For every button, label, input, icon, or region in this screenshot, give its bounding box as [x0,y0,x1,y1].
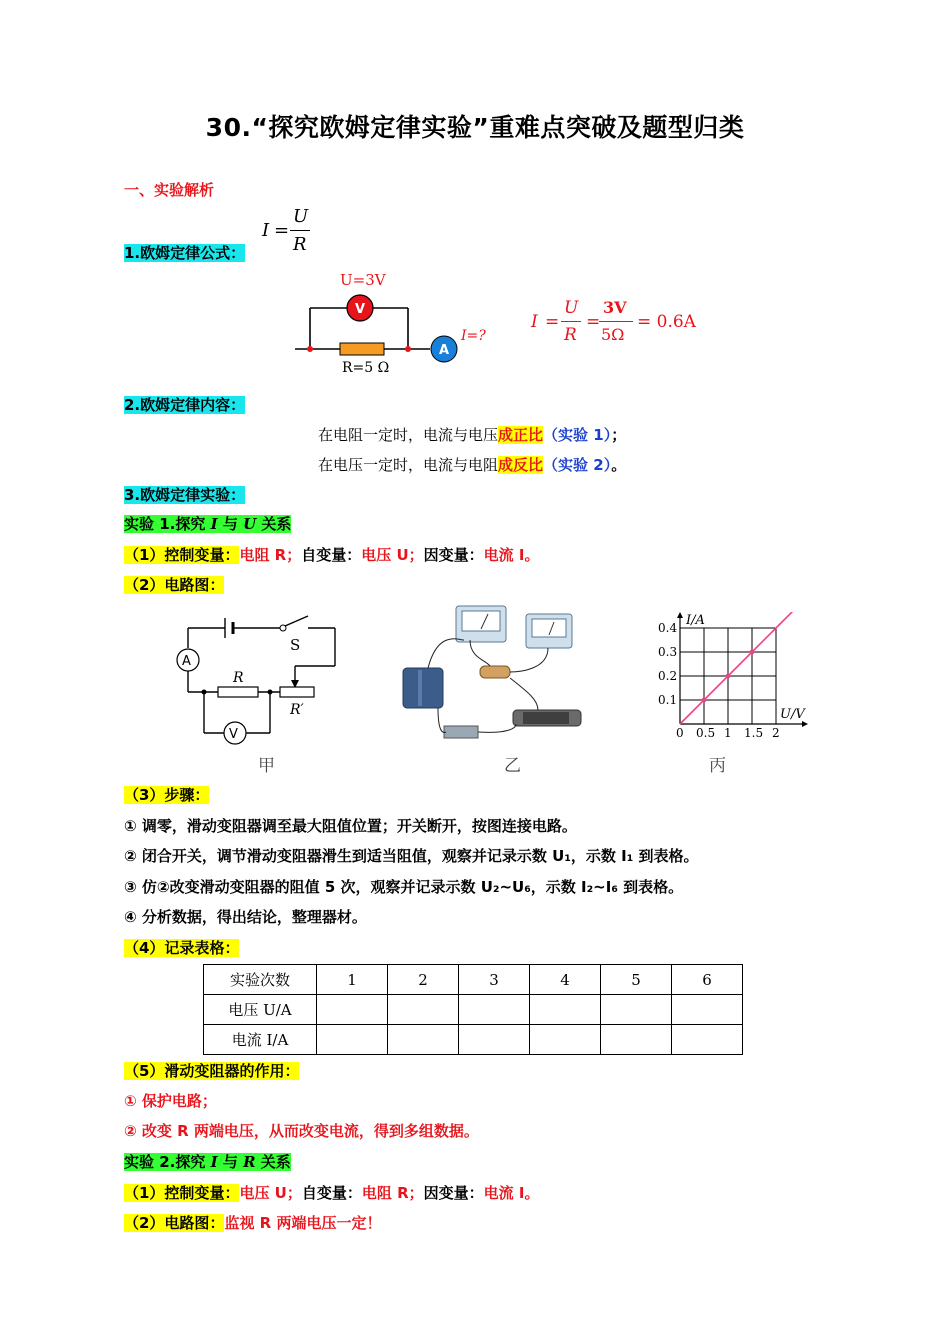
table-cell: 6 [672,965,743,995]
caption-bing: 丙 [709,756,726,776]
table-cell [672,995,743,1025]
x-tick-label: 0 [676,726,684,740]
formula-den: R [293,234,307,255]
y-axis-label: I/A [686,613,705,628]
table-cell: 实验次数 [204,965,317,995]
y-tick-label: 0.2 [658,669,678,683]
svg-text:A: A [439,343,450,358]
table-row [204,995,743,1025]
x-tick-label: 1 [724,726,732,740]
table-cell [601,995,672,1025]
rheostat-icon [280,687,314,697]
circuit-label: （2）电路图： [124,576,225,594]
table-cell [530,1025,601,1055]
caption-yi: 乙 [504,756,521,776]
circuit-diagram-jia [170,608,350,753]
fraction-bar [290,230,310,231]
resistor-icon [218,687,258,697]
table-cell: 4 [530,965,601,995]
data-point [726,674,731,679]
svg-text:V: V [229,727,238,742]
svg-text:R: R [233,670,244,686]
apparatus-illustration-yi [398,600,588,750]
table-cell [317,995,388,1025]
table-cell [459,995,530,1025]
step-4: ④ 分析数据，得出结论，整理器材。 [124,908,367,926]
formula-eq: = [274,220,290,241]
table-cell: 2 [388,965,459,995]
table-cell: 电流 I/A [204,1025,317,1055]
exp-label: 3.欧姆定律实验： [124,486,246,504]
law-line-1: 在电阻一定时，电流与电压成正比（实验 1）； [318,426,627,444]
record-table [203,964,743,1055]
table-cell [459,1025,530,1055]
switch-icon [285,616,308,626]
role-label: （5）滑动变阻器的作用： [124,1062,300,1080]
page-title: 30.“探究欧姆定律实验”重难点突破及题型归类 [205,113,745,142]
table-label: （4）记录表格： [124,939,240,957]
exp1-title: 实验 1.探究 I 与 U 关系 [124,515,292,533]
table-cell [530,995,601,1025]
exp1-variables: （1）控制变量：电阻 R；自变量：电压 U；因变量：电流 I。 [124,546,540,564]
step-3: ③ 仿②改变滑动变阻器的阻值 5 次，观察并记录示数 U₂~U₆，示数 I₂~I₆ 到表格。 [124,878,684,896]
ohm-formula [262,206,322,258]
law-line-2: 在电压一定时，电流与电阻成反比（实验 2）。 [318,456,627,474]
i-label: I=? [461,328,486,344]
example-circuit [290,268,500,378]
example-calc: I = U R = 3V 5Ω = 0.6A [531,298,696,345]
y-tick-label: 0.4 [658,621,678,635]
table-cell [388,1025,459,1055]
table-cell: 1 [317,965,388,995]
r-label: R=5 Ω [342,360,390,376]
table-cell [388,995,459,1025]
resistor-icon [340,343,384,355]
svg-text:S: S [290,636,301,654]
x-axis-label: U/V [780,707,805,722]
table-header-row [204,965,743,995]
y-tick-label: 0.3 [658,645,678,659]
step-2: ② 闭合开关，调节滑动变阻器滑生到适当阻值，观察并记录示数 U₁，示数 I₁ 到表格。 [124,847,699,865]
steps-label: （3）步骤： [124,786,210,804]
table-cell [601,1025,672,1055]
content-label: 2.欧姆定律内容： [124,396,246,414]
exp2-variables: （1）控制变量：电压 U；自变量：电阻 R；因变量：电流 I。 [124,1184,540,1202]
role-2: ② 改变 R 两端电压，从而改变电流，得到多组数据。 [124,1122,479,1140]
section-heading: 一、实验解析 [124,181,215,199]
exp2-circuit: （2）电路图：监视 R 两端电压一定！ [124,1214,382,1232]
x-tick-label: 0.5 [696,726,716,740]
svg-text:A: A [182,654,191,669]
table-row [204,1025,743,1055]
table-cell [317,1025,388,1055]
formula-num: U [293,206,309,227]
exp2-title: 实验 2.探究 I 与 R 关系 [124,1153,291,1171]
svg-text:R′: R′ [290,702,304,718]
step-1: ① 调零，滑动变阻器调至最大阻值位置；开关断开，按图连接电路。 [124,817,577,835]
formula-label: 1.欧姆定律公式： [124,244,246,262]
i-u-graph-bing [656,612,814,740]
table-cell: 3 [459,965,530,995]
table-cell: 电压 U/A [204,995,317,1025]
x-tick-label: 2 [772,726,780,740]
svg-text:V: V [355,302,366,317]
caption-jia: 甲 [258,756,275,776]
x-tick-label: 1.5 [744,726,764,740]
formula-i: I [262,220,270,241]
u-label: U=3V [340,271,386,289]
y-tick-label: 0.1 [658,693,678,707]
role-1: ① 保护电路； [124,1092,217,1110]
data-point [702,698,707,703]
table-cell [672,1025,743,1055]
data-point [750,650,755,655]
table-cell: 5 [601,965,672,995]
